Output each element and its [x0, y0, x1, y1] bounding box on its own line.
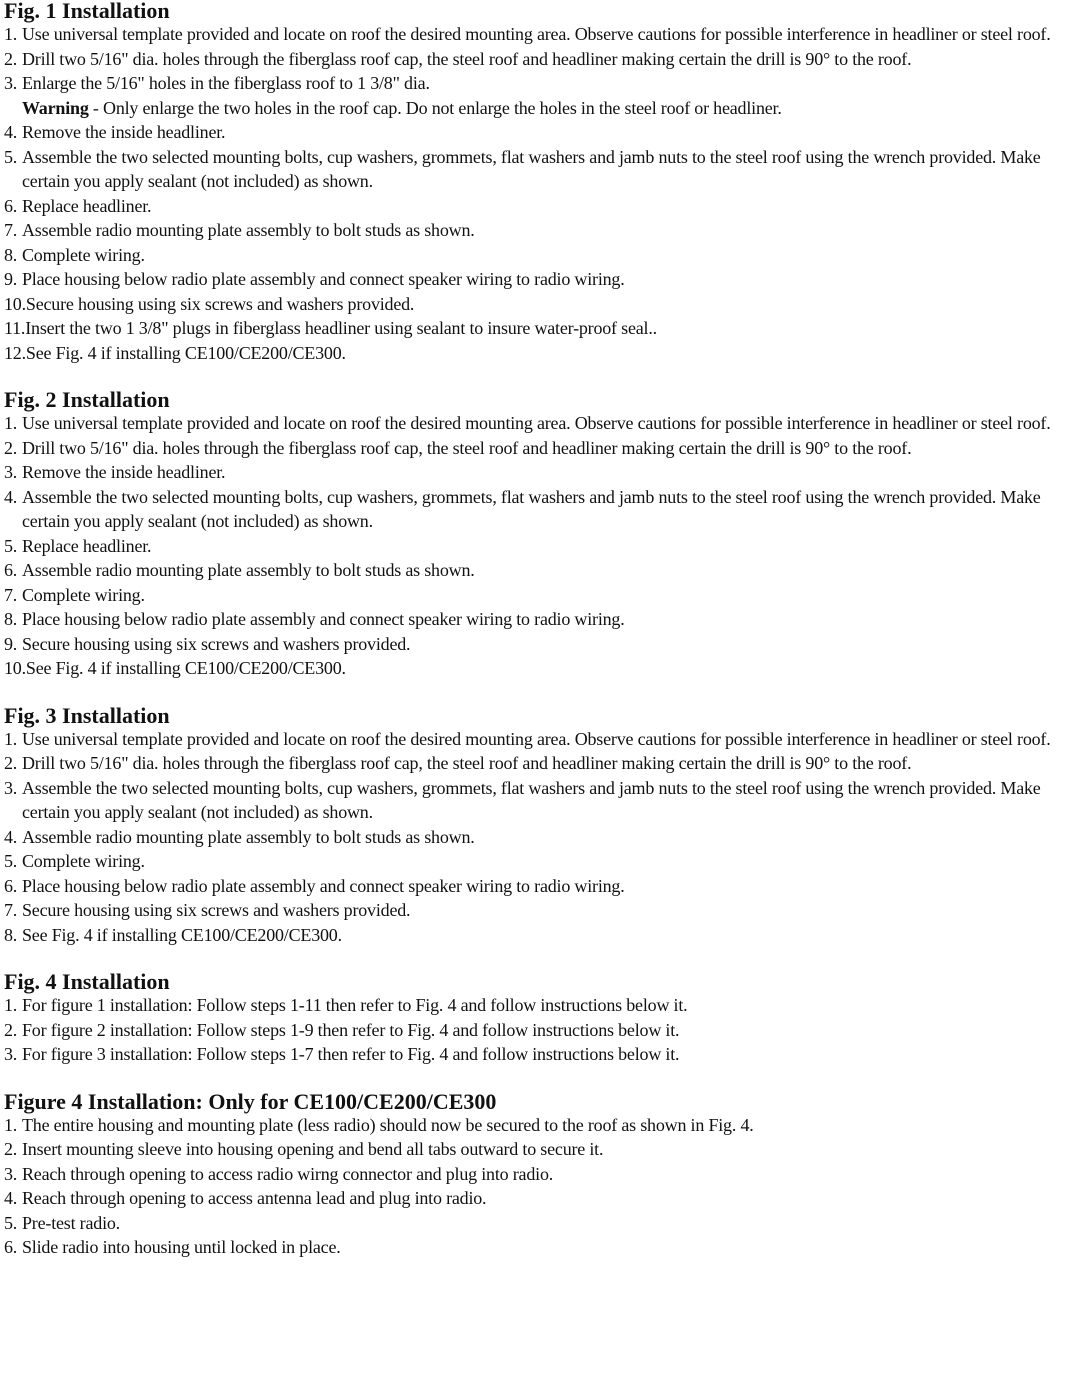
step-text: Use universal template provided and locate on roof the desired mounting area. Observe cautions for possible interference in headliner or steel roof.	[22, 728, 1051, 749]
step-text: Secure housing using six screws and washers provided.	[22, 900, 411, 920]
step-item	[4, 1235, 1078, 1260]
step-number: 11.	[4, 318, 26, 338]
step-item	[4, 632, 1078, 657]
step-item	[4, 558, 1078, 583]
section-heading: Fig. 2 Installation	[4, 387, 170, 412]
step-item	[4, 243, 1078, 268]
step-number: 3.	[4, 462, 18, 482]
step-text: Slide radio into housing until locked in place.	[22, 1237, 341, 1257]
step-number: 6.	[4, 1237, 18, 1257]
step-item	[4, 1113, 1078, 1138]
step-text: Remove the inside headliner.	[22, 462, 226, 482]
installation-section-2	[4, 389, 1078, 681]
step-item	[4, 267, 1078, 292]
step-text: See Fig. 4 if installing CE100/CE200/CE300.	[22, 924, 342, 945]
section-gap	[4, 681, 1078, 705]
step-text: Assemble the two selected mounting bolts, cup washers, grommets, flat washers and jamb nuts to the steel roof using the wrench provided. Make certain you apply sealant (not included) as shown.	[22, 777, 1041, 822]
step-item	[4, 849, 1078, 874]
step-text: Insert the two 1 3/8" plugs in fiberglass headliner using sealant to insure water-proof seal..	[25, 318, 657, 338]
step-number: 7.	[4, 584, 18, 605]
step-number: 9.	[4, 269, 18, 289]
step-text: Complete wiring.	[22, 851, 145, 871]
installation-section-4	[4, 971, 1078, 1067]
step-number: 8.	[4, 244, 18, 265]
step-text: Replace headliner.	[22, 195, 152, 216]
section-gap	[4, 1067, 1078, 1091]
warning-note	[4, 96, 1078, 121]
step-item	[4, 71, 1078, 96]
section-heading: Fig. 3 Installation	[4, 702, 170, 728]
step-text: See Fig. 4 if installing CE100/CE200/CE300.	[25, 658, 346, 678]
step-text: Use universal template provided and locate on roof the desired mounting area. Observe cautions for possible interference in headliner or steel roof.	[22, 24, 1051, 44]
step-item	[4, 22, 1078, 47]
section-heading: Figure 4 Installation: Only for CE100/CE200/CE300	[4, 1088, 497, 1114]
step-number: 2.	[4, 437, 18, 458]
step-text: Assemble radio mounting plate assembly to bolt studs as shown.	[22, 220, 475, 240]
step-text: Replace headliner.	[22, 535, 152, 556]
step-number: 4.	[4, 826, 18, 847]
step-text: Use universal template provided and locate on roof the desired mounting area. Observe cautions for possible interference in headliner or steel roof.	[22, 413, 1051, 433]
step-item	[4, 485, 1078, 534]
step-item	[4, 534, 1078, 559]
step-number: 1.	[4, 413, 18, 433]
step-text: Remove the inside headliner.	[22, 122, 226, 142]
step-number: 10.	[4, 658, 26, 678]
step-number: 3.	[4, 777, 18, 798]
step-item	[4, 607, 1078, 632]
step-number: 6.	[4, 195, 18, 216]
step-item	[4, 583, 1078, 608]
step-item	[4, 874, 1078, 899]
step-number: 1.	[4, 24, 18, 44]
step-number: 2.	[4, 1139, 18, 1159]
step-number: 6.	[4, 560, 18, 580]
installation-section-1	[4, 0, 1078, 365]
warning-label: Warning	[22, 97, 89, 118]
step-number: 1.	[4, 1114, 18, 1135]
step-item	[4, 656, 1078, 681]
step-text: See Fig. 4 if installing CE100/CE200/CE300.	[25, 342, 346, 363]
step-list	[4, 411, 1078, 681]
step-item	[4, 923, 1078, 948]
section-gap	[4, 947, 1078, 971]
step-number: 3.	[4, 1163, 18, 1184]
step-item	[4, 316, 1078, 341]
step-number: 10.	[4, 293, 26, 314]
step-item	[4, 1137, 1078, 1162]
step-text: Drill two 5/16" dia. holes through the fiberglass roof cap, the steel roof and headliner making certain the drill is 90° to the roof.	[22, 48, 912, 69]
step-text: Assemble the two selected mounting bolts, cup washers, grommets, flat washers and jamb nuts to the steel roof using the wrench provided. Make certain you apply sealant (not included) as shown.	[22, 146, 1041, 191]
section-gap	[4, 365, 1078, 389]
step-text: The entire housing and mounting plate (less radio) should now be secured to the roof as shown in Fig. 4.	[22, 1114, 754, 1135]
step-list	[4, 1113, 1078, 1260]
step-text: For figure 3 installation: Follow steps 1-7 then refer to Fig. 4 and follow instructions below it.	[22, 1044, 680, 1064]
step-number: 4.	[4, 122, 18, 142]
step-number: 2.	[4, 753, 18, 773]
step-text: Drill two 5/16" dia. holes through the fiberglass roof cap, the steel roof and headliner making certain the drill is 90° to the roof.	[22, 437, 912, 458]
step-item	[4, 292, 1078, 317]
step-item	[4, 898, 1078, 923]
step-number	[4, 96, 22, 121]
step-item	[4, 825, 1078, 850]
step-item	[4, 1042, 1078, 1067]
step-number: 7.	[4, 900, 18, 920]
step-number: 1.	[4, 728, 18, 749]
installation-section-3	[4, 702, 1078, 948]
step-text: Reach through opening to access antenna lead and plug into radio.	[22, 1188, 487, 1208]
step-text: Drill two 5/16" dia. holes through the fiberglass roof cap, the steel roof and headliner making certain the drill is 90° to the roof.	[22, 753, 912, 773]
installation-section-5	[4, 1088, 1078, 1260]
step-item	[4, 1018, 1078, 1043]
step-number: 5.	[4, 851, 18, 871]
step-text: For figure 1 installation: Follow steps 1-11 then refer to Fig. 4 and follow instructions below it.	[22, 995, 688, 1015]
step-item	[4, 1162, 1078, 1187]
step-number: 6.	[4, 875, 18, 896]
step-number: 5.	[4, 535, 18, 556]
step-item	[4, 993, 1078, 1018]
step-item	[4, 120, 1078, 145]
step-list	[4, 22, 1078, 365]
step-number: 8.	[4, 609, 18, 629]
step-text: Secure housing using six screws and washers provided.	[22, 633, 411, 654]
step-text: Assemble the two selected mounting bolts, cup washers, grommets, flat washers and jamb nuts to the steel roof using the wrench provided. Make certain you apply sealant (not included) as shown.	[22, 486, 1041, 531]
step-number: 2.	[4, 1019, 18, 1040]
step-number: 3.	[4, 1044, 18, 1064]
step-item	[4, 751, 1078, 776]
step-item	[4, 1186, 1078, 1211]
step-text	[22, 96, 1078, 121]
step-text: Assemble radio mounting plate assembly to bolt studs as shown.	[22, 826, 475, 847]
step-number: 8.	[4, 924, 18, 945]
step-number: 4.	[4, 1188, 18, 1208]
warning-text: - Only enlarge the two holes in the roof cap. Do not enlarge the holes in the steel roof or headliner.	[88, 97, 782, 118]
step-text: Place housing below radio plate assembly and connect speaker wiring to radio wiring.	[22, 609, 625, 629]
section-heading: Fig. 4 Installation	[4, 969, 170, 994]
step-text: Reach through opening to access radio wirng connector and plug into radio.	[22, 1163, 554, 1184]
step-text: Complete wiring.	[22, 584, 145, 605]
step-text: Insert mounting sleeve into housing opening and bend all tabs outward to secure it.	[22, 1139, 604, 1159]
step-number: 9.	[4, 633, 18, 654]
step-text: Pre-test radio.	[22, 1212, 120, 1233]
step-item	[4, 341, 1078, 366]
step-text: Assemble radio mounting plate assembly to bolt studs as shown.	[22, 560, 475, 580]
step-item	[4, 145, 1078, 194]
step-number: 2.	[4, 48, 18, 69]
step-item	[4, 436, 1078, 461]
section-heading: Fig. 1 Installation	[4, 0, 170, 23]
step-number: 5.	[4, 1212, 18, 1233]
step-number: 7.	[4, 220, 18, 240]
step-item	[4, 47, 1078, 72]
step-text: Complete wiring.	[22, 244, 145, 265]
step-text: Enlarge the 5/16" holes in the fiberglass roof to 1 3/8" dia.	[22, 73, 430, 93]
step-item	[4, 194, 1078, 219]
step-item	[4, 218, 1078, 243]
step-item	[4, 776, 1078, 825]
step-item	[4, 1211, 1078, 1236]
step-number: 3.	[4, 73, 18, 93]
step-item	[4, 727, 1078, 752]
step-number: 4.	[4, 486, 18, 507]
step-item	[4, 460, 1078, 485]
step-number: 5.	[4, 146, 18, 167]
step-text: For figure 2 installation: Follow steps 1-9 then refer to Fig. 4 and follow instructions below it.	[22, 1019, 680, 1040]
step-number: 1.	[4, 995, 18, 1015]
step-list	[4, 993, 1078, 1067]
step-text: Place housing below radio plate assembly and connect speaker wiring to radio wiring.	[22, 269, 625, 289]
step-text: Place housing below radio plate assembly and connect speaker wiring to radio wiring.	[22, 875, 625, 896]
step-number: 12.	[4, 342, 26, 363]
step-list	[4, 727, 1078, 948]
step-item	[4, 411, 1078, 436]
step-text: Secure housing using six screws and washers provided.	[25, 293, 415, 314]
